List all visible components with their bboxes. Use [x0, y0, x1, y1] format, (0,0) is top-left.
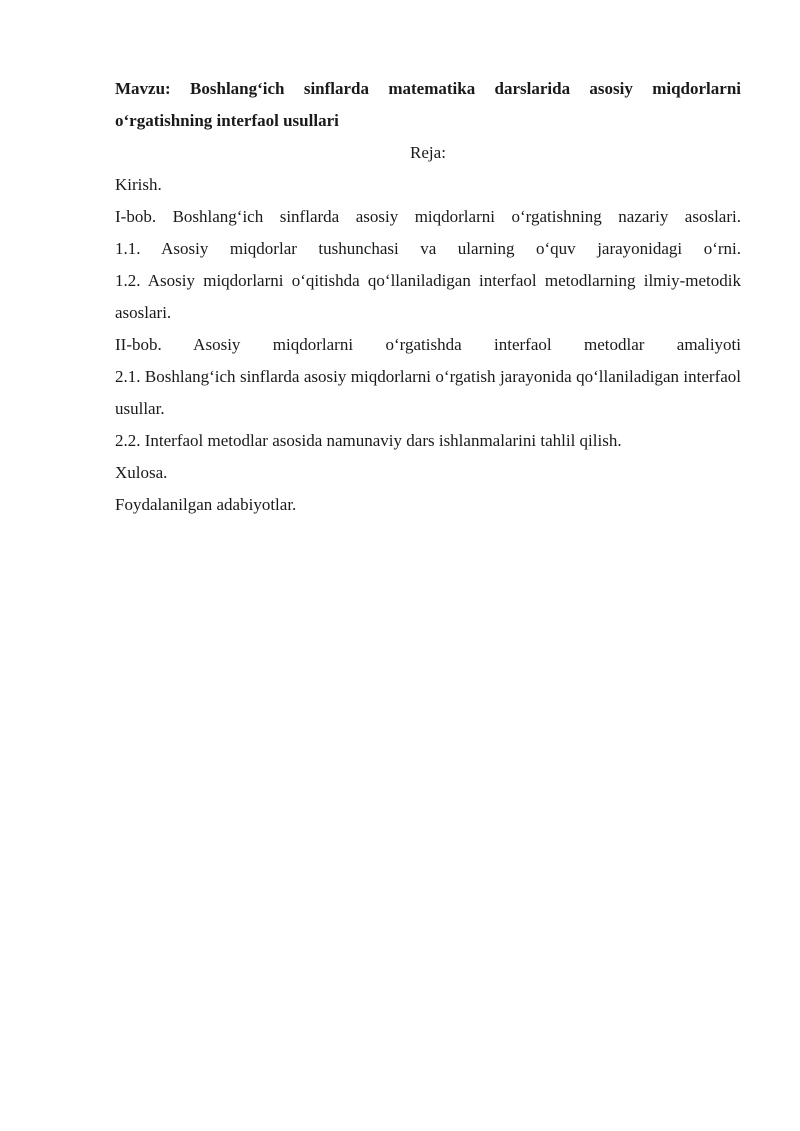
plan-item-2-1: 2.1. Boshlang‘ich sinflarda asosiy miqdorlarni o‘rgatish jarayonida qo‘llaniladigan interfaol usullar. [115, 367, 741, 418]
plan-item-references: Foydalanilgan adabiyotlar. [115, 495, 297, 514]
plan-heading: Reja: [410, 143, 446, 162]
plan-item-chapter-2: II-bob. Asosiy miqdorlarni o‘rgatishda interfaol metodlar amaliyoti [115, 335, 741, 354]
plan-item-chapter-1: I-bob. Boshlang‘ich sinflarda asosiy miqdorlarni o‘rgatishning nazariy asoslari. [115, 207, 741, 226]
plan-item-1-1: 1.1. Asosiy miqdorlar tushunchasi va ularning o‘quv jarayonidagi o‘rni. [115, 239, 741, 258]
plan-item-2-2: 2.2. Interfaol metodlar asosida namunaviy dars ishlanmalarini tahlil qilish. [115, 431, 622, 450]
document-title: Mavzu: Boshlang‘ich sinflarda matematika darslarida asosiy miqdorlarni o‘rgatishning interfaol usullari [115, 79, 741, 130]
document-page [115, 73, 741, 521]
plan-item-conclusion: Xulosa. [115, 463, 168, 482]
plan-item-1-2: 1.2. Asosiy miqdorlarni o‘qitishda qo‘llaniladigan interfaol metodlarning ilmiy-metodik asoslari. [115, 271, 741, 322]
plan-item-introduction: Kirish. [115, 175, 162, 194]
